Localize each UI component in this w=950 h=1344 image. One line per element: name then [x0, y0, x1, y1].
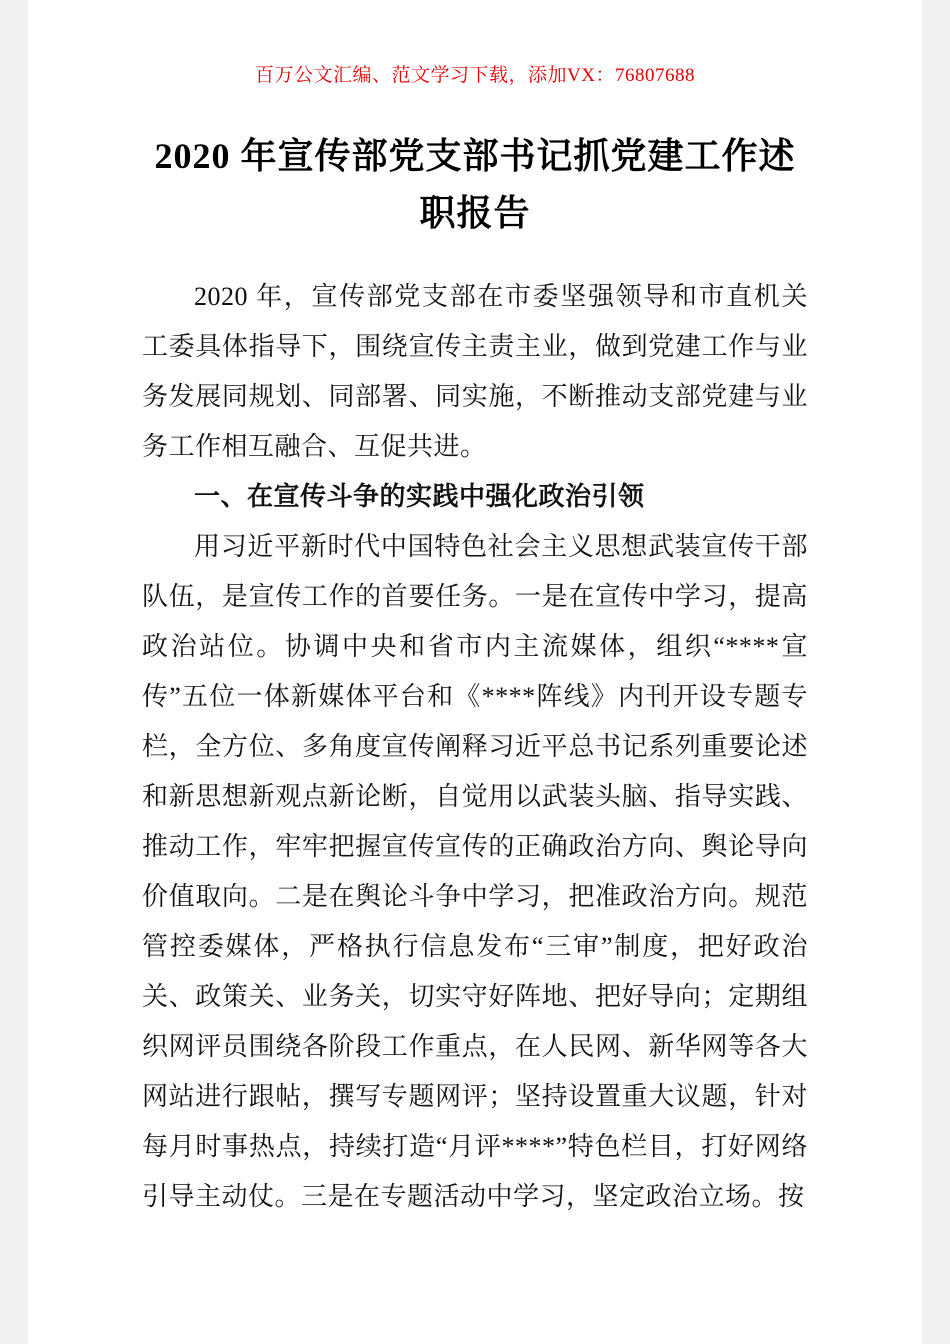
paragraph-intro: 2020 年，宣传部党支部在市委坚强领导和市直机关工委具体指导下，围绕宣传主责主业，做到党建工作与业务发展同规划、同部署、同实施，不断推动支部党建与业务工作相互融合、互促共进。 — [142, 282, 808, 461]
paragraph-section-body: 用习近平新时代中国特色社会主义思想武装宣传干部队伍，是宣传工作的首要任务。一是在宣传中学习，提高政治站位。协调中央和省市内主流媒体，组织“****宣传”五位一体新媒体平台和《****阵线》内刊开设专题专栏，全方位、多角度宣传阐释习近平总书记系列重要论述和新思想新观点新论断，自觉用以武装头脑、指导实践、推动工作，牢牢把握宣传宣传的正确政治方向、舆论导向价值取向。二是在舆论斗争中学习，把准政治方向。规范管控委媒体，严格执行信息发布“三审”制度，把好政治关、政策关、业务关，切实守好阵地、把好导向；定期组织网评员围绕各阶段工作重点，在人民网、新华网等各大网站进行跟帖，撰写专题网评；坚持设置重大议题，针对每月时事热点，持续打造“月评****”特色栏目，打好网络引导主动仗。三是在专题活动中学习，坚定政治立场。按 — [142, 532, 808, 1211]
document-page — [28, 0, 922, 1344]
section-heading: 一、在宣传斗争的实践中强化政治引领 — [194, 482, 645, 511]
watermark-text: 百万公文汇编、范文学习下载，添加VX：76807688 — [255, 65, 695, 86]
document-title: 2020 年宣传部党支部书记抓党建工作述职报告 — [154, 136, 796, 233]
